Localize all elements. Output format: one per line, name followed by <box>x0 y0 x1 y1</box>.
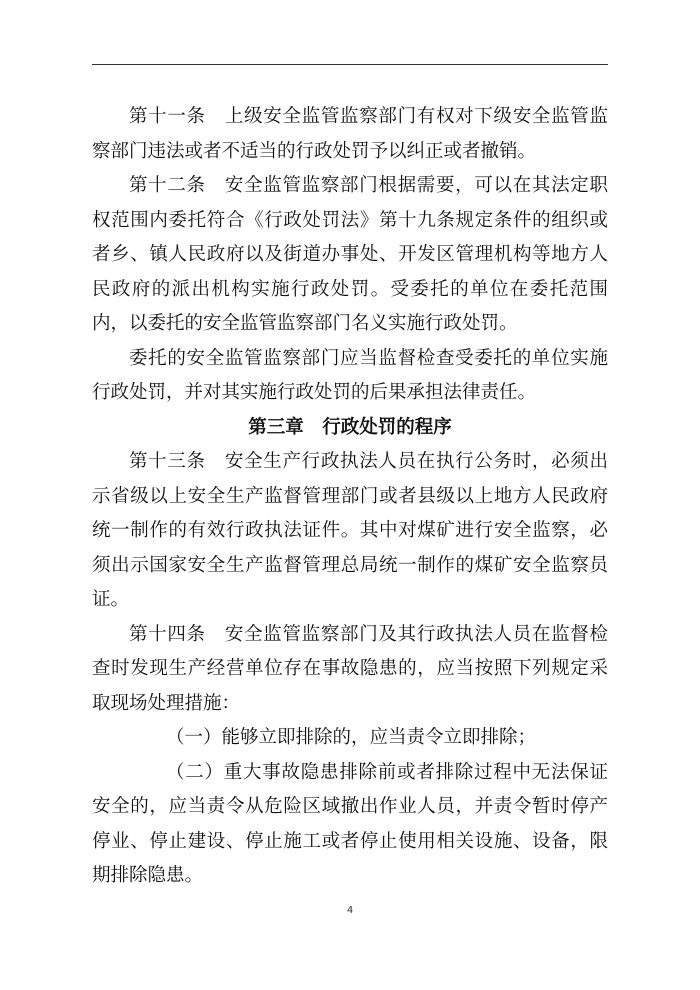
article-14-paragraph: 第十四条 安全监管监察部门及其行政执法人员在监督检查时发现生产经营单位存在事故隐患的，应当按照下列规定采取现场处理措施： <box>92 623 608 714</box>
chapter-heading: 第三章 行政处罚的程序 <box>248 416 452 438</box>
document-body <box>92 100 608 894</box>
list-item-1: （一）能够立即排除的，应当责令立即排除； <box>166 727 537 748</box>
page-number: 4 <box>346 905 354 916</box>
entrusted-supervision-paragraph: 委托的安全监管监察部门应当监督检查受委托的单位实施行政处罚，并对其实施行政处罚的后果承担法律责任。 <box>92 347 608 403</box>
article-11-paragraph: 第十一条 上级安全监管监察部门有权对下级安全监管监察部门违法或者不适当的行政处罚予以纠正或者撤销。 <box>92 106 608 162</box>
article-12-paragraph: 第十二条 安全监管监察部门根据需要，可以在其法定职权范围内委托符合《行政处罚法》第十九条规定条件的组织或者乡、镇人民政府以及街道办事处、开发区管理机构等地方人民政府的派出机构实施行政处罚。受委托的单位在委托范围内，以委托的安全监管监察部门名义实施行政处罚。 <box>92 175 608 334</box>
list-item-2: （二）重大事故隐患排除前或者排除过程中无法保证安全的，应当责令从危险区域撤出作业人员，并责令暂时停产停业、停止建设、停止施工或者停止使用相关设施、设备，限期排除隐患。 <box>92 761 608 886</box>
header-rule <box>92 64 608 65</box>
article-13-paragraph: 第十三条 安全生产行政执法人员在执行公务时，必须出示省级以上安全生产监督管理部门或者县级以上地方人民政府统一制作的有效行政执法证件。其中对煤矿进行安全监察，必须出示国家安全生产监督管理总局统一制作的煤矿安全监察员证。 <box>92 451 608 610</box>
